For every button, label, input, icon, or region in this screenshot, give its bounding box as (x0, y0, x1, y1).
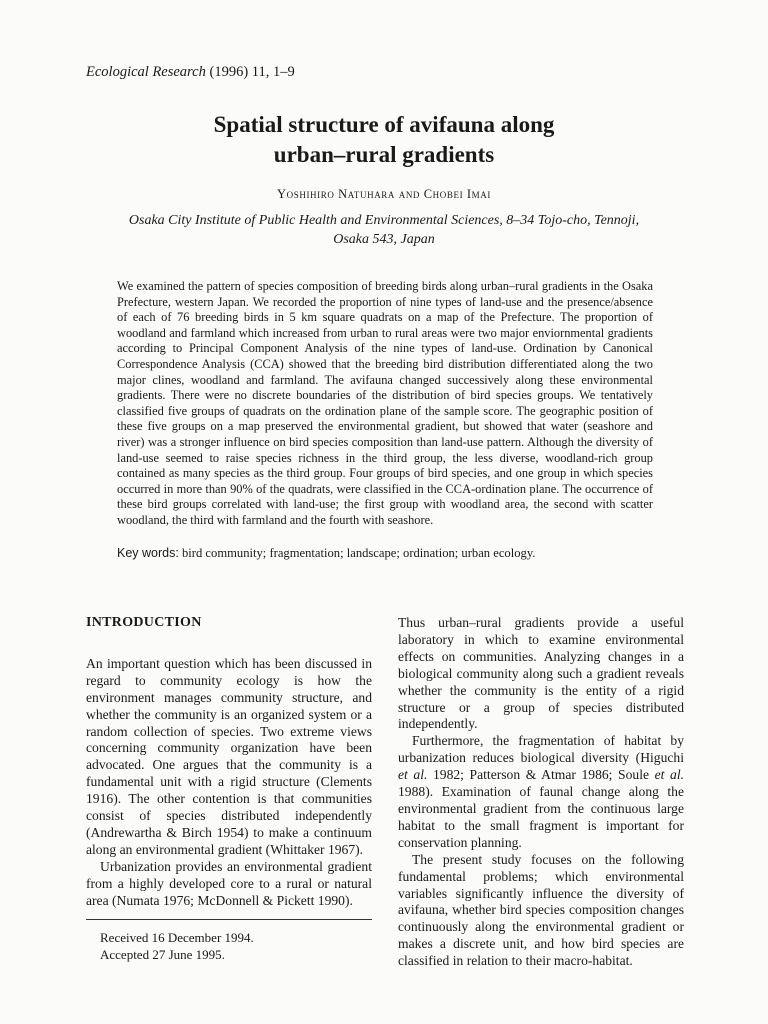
author-affiliation (60, 211, 708, 249)
para2-et-al-2: et al. (654, 767, 685, 783)
affiliation-line-1: Osaka City Institute of Public Health and Environmental Sciences, 8–34 Tojo-cho, Tennoji, (128, 213, 640, 228)
author-list: Yoshihiro Natuhara and Chobei Imai (277, 187, 491, 201)
keywords-text: bird community; fragmentation; landscape; ordination; urban ecology. (178, 546, 536, 560)
left-column (86, 615, 372, 910)
keywords-label: Key words: (117, 546, 179, 560)
keywords-line (117, 546, 653, 561)
right-column (398, 615, 684, 970)
para2-text-b: 1982; Patterson & Atmar 1986; Soule (427, 767, 655, 783)
para2-text-c: 1988). Examination of faunal change along the environmental gradient from the continuous large habitat to the small fragment is important for conservation planning. (398, 784, 684, 850)
footnote-divider (86, 919, 372, 920)
para2-text-a: Furthermore, the fragmentation of habitat by urbanization reduces biological diversity (Higuchi (398, 733, 684, 766)
intro-paragraph-2: Urbanization provides an environmental gradient from a highly developed core to a rural or natural area (Numata 1976; McDonnell & Pickett 1990). (86, 858, 372, 908)
paper-title (0, 110, 768, 170)
title-line-2: urban–rural gradients (273, 142, 495, 167)
abstract-text: We examined the pattern of species composition of breeding birds along urban–rural gradients in the Osaka Prefecture, western Japan. We recorded the proportion of nine types of land-use and the presence/absence of each of 76 breeding birds in 5 km square quadrats on a map of the Prefecture. The proportion of woodland and farmland which increased from urban to rural areas were two major enviornmental gradients according to Principal Component Analysis of the nine types of land-use. Ordination by Canonical Correspondence Analysis (CCA) showed that the breeding bird distribution differentiated along the two major clines, woodland and farmland. The avifauna changed successively along these environmental gradients. There were no discrete boundaries of the distribution of bird species groups. We tentatively classified five groups of quadrats on the ordination plane of the sample score. The geographic position of these five groups on a map preserved the environmental gradient, but showed that water (seashore and river) was a stronger influence on bird species composition than land-use pattern. Although the diversity of land-use seemed to raise species richness in the third group, the less diverse, woodland-rich group contained as many species as the third group. Four groups of bird species, and one group in which species occurred in more than 90% of the quadrats, were classified in the CCA-ordination plane. The occurrence of these bird groups correlated with land-use; the first group with woodland area, the second with scatter woodland, the third with farmland and the fourth with seashore. (117, 279, 653, 527)
journal-citation (86, 64, 295, 81)
footnotes (100, 929, 254, 963)
intro-paragraph-1: An important question which has been discussed in regard to community ecology is how the environment manages community structure, and whether the community is an organized system or a random collection of species. Two extreme views concerning community organization have been advocated. One argues that the community is a fundamental unit with a rigid structure (Clements 1916). The other contention is that communities consist of species distributed independently (Andrewartha & Birch 1954) to make a continuum along an environmental gradient (Whittaker 1967). (86, 655, 372, 857)
para2-et-al-1: et al. (398, 767, 428, 783)
right-paragraph-2 (398, 733, 684, 851)
title-line-1: Spatial structure of avifauna along (213, 112, 555, 137)
journal-volume-pages: (1996) 11, 1–9 (205, 64, 295, 80)
received-date: Received 16 December 1994. (100, 930, 254, 945)
journal-name: Ecological Research (86, 64, 206, 80)
affiliation-line-2: Osaka 543, Japan (333, 232, 435, 247)
right-paragraph-3: The present study focuses on the following fundamental problems; which environmental variables significantly influence the diversity of avifauna, whether bird species composition changes continuously along the environmental gradient or makes a discrete unit, and how bird species are classified in relation to their macro-habitat. (398, 851, 684, 969)
section-heading-introduction: INTRODUCTION (86, 615, 202, 630)
right-paragraph-1: Thus urban–rural gradients provide a useful laboratory in which to examine environmental effects on communities. Analyzing changes in a biological community along such a gradient reveals whether the community is the entity of a rigid structure or a group of species distributed independently. (398, 615, 684, 732)
accepted-date: Accepted 27 June 1995. (100, 947, 225, 962)
